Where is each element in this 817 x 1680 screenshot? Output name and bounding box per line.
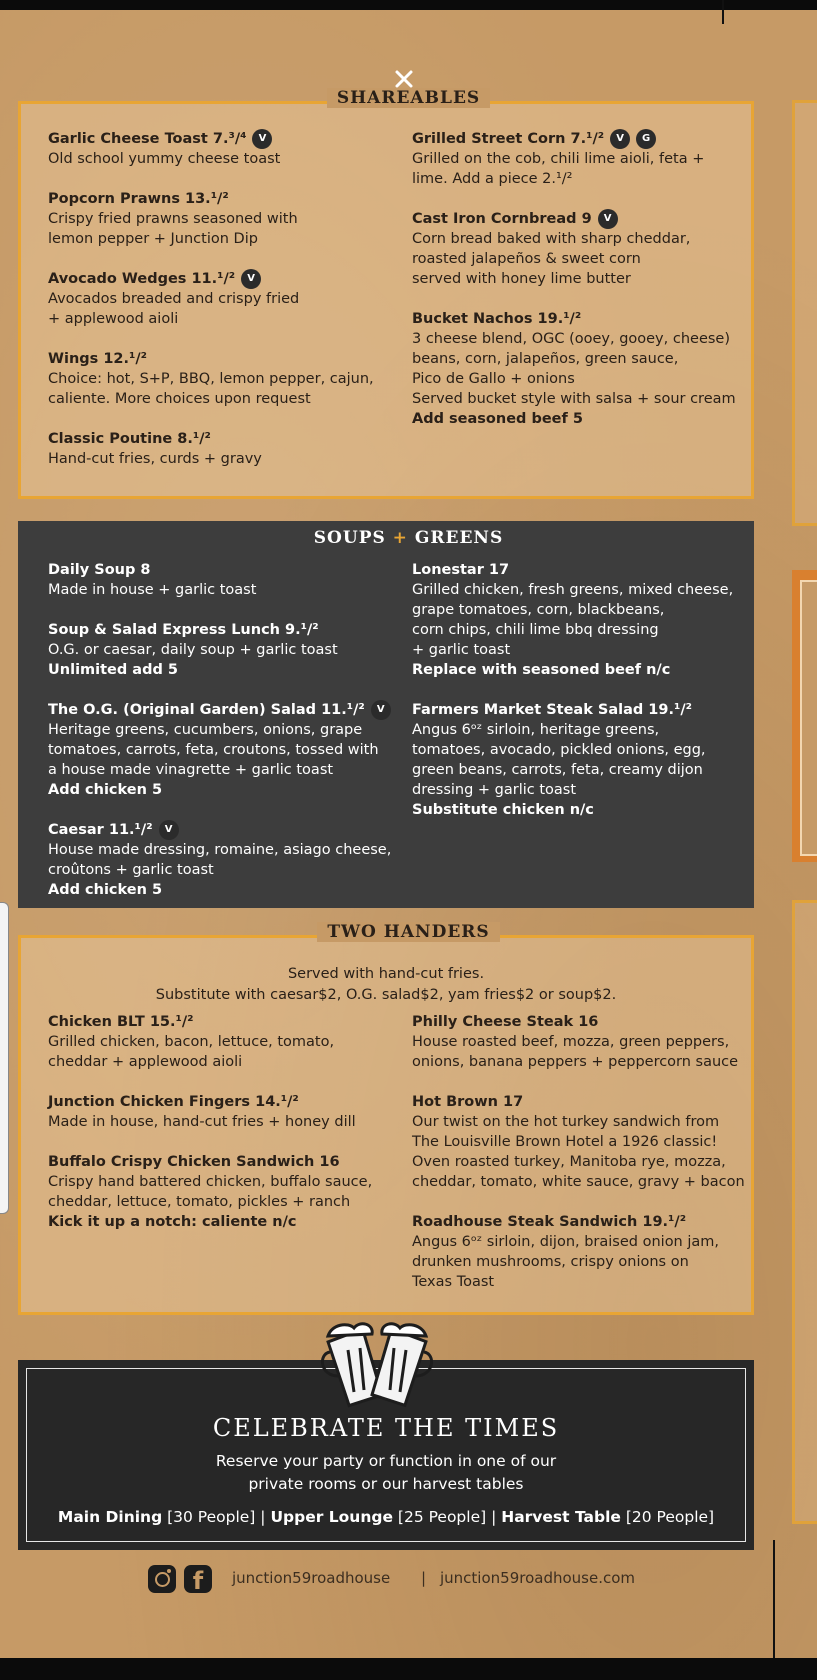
celebrate-text	[18, 1450, 754, 1496]
soups-title-plus: +	[392, 528, 408, 548]
vegetarian-badge: V	[371, 700, 391, 720]
menu-item-addon: Add chicken 5	[48, 882, 163, 898]
instagram-icon[interactable]	[148, 1565, 176, 1593]
handers-intro	[18, 964, 754, 1006]
menu-item-desc: served with honey lime butter	[412, 271, 631, 287]
menu-item	[48, 1012, 393, 1072]
menu-item-name	[48, 1012, 393, 1032]
menu-item-title: The O.G. (Original Garden) Salad 11.¹/²	[48, 702, 365, 718]
menu-item-name	[48, 429, 388, 449]
footer	[0, 1565, 817, 1595]
menu-item-title: Lonestar 17	[412, 562, 510, 578]
menu-item-desc: Old school yummy cheese toast	[48, 151, 281, 167]
menu-item-desc: Hand-cut fries, curds + gravy	[48, 451, 262, 467]
menu-item-title: Roadhouse Steak Sandwich 19.¹/²	[412, 1214, 687, 1230]
menu-item	[48, 269, 388, 329]
menu-item-desc: beans, corn, jalapeños, green sauce,	[412, 351, 679, 367]
menu-item-desc: Choice: hot, S+P, BBQ, lemon pepper, cajun,	[48, 371, 374, 387]
menu-item	[48, 1152, 393, 1232]
menu-item-desc: cheddar, lettuce, tomato, pickles + ranch	[48, 1194, 351, 1210]
menu-item-addon: Unlimited add 5	[48, 662, 178, 678]
soups-title	[0, 528, 817, 548]
menu-item-desc: roasted jalapeños & sweet corn	[412, 251, 641, 267]
menu-item-name	[412, 1092, 757, 1112]
menu-item-title: Junction Chicken Fingers 14.¹/²	[48, 1094, 299, 1110]
beer-mugs-icon	[318, 1318, 436, 1408]
menu-item-name	[412, 209, 752, 229]
menu-item-name	[412, 560, 757, 580]
menu-item-title: Popcorn Prawns 13.¹/²	[48, 191, 229, 207]
menu-item-name	[412, 700, 757, 720]
soups-title-a: SOUPS	[313, 528, 393, 548]
soups-title-b: GREENS	[407, 528, 504, 548]
menu-item-desc: + garlic toast	[412, 642, 511, 658]
menu-item	[412, 1212, 757, 1292]
shareables-title: SHAREABLES	[327, 88, 490, 108]
vegetarian-badge: V	[598, 209, 618, 229]
menu-item-desc: tomatoes, carrots, feta, croutons, tossed with	[48, 742, 379, 758]
celebrate-rooms	[18, 1508, 754, 1526]
menu-item	[412, 309, 752, 429]
menu-item-addon: Kick it up a notch: caliente n/c	[48, 1214, 297, 1230]
menu-item-name	[412, 309, 752, 329]
menu-item-desc: lemon pepper + Junction Dip	[48, 231, 258, 247]
menu-item-name	[48, 1092, 393, 1112]
menu-item-name	[48, 269, 388, 289]
menu-item-title: Classic Poutine 8.¹/²	[48, 431, 211, 447]
handers-title-row	[0, 922, 817, 942]
menu-item-desc: + applewood aioli	[48, 311, 179, 327]
menu-item-title: Farmers Market Steak Salad 19.¹/²	[412, 702, 692, 718]
menu-item-name	[48, 189, 388, 209]
menu-item-desc: O.G. or caesar, daily soup + garlic toast	[48, 642, 338, 658]
scroll-tab[interactable]	[0, 902, 9, 1214]
menu-item-title: Chicken BLT 15.¹/²	[48, 1014, 194, 1030]
menu-item-name	[48, 820, 393, 840]
menu-item-desc: Avocados breaded and crispy fried	[48, 291, 300, 307]
menu-item-name	[48, 349, 388, 369]
menu-item-desc: a house made vinagrette + garlic toast	[48, 762, 334, 778]
menu-item-name	[412, 1012, 757, 1032]
shareables-right-column	[412, 129, 752, 449]
celebrate-line-1: Reserve your party or function in one of our	[215, 1452, 557, 1470]
menu-item-desc: Oven roasted turkey, Manitoba rye, mozza,	[412, 1154, 726, 1170]
soups-left-column	[48, 560, 393, 920]
bottom-bar	[0, 1658, 817, 1680]
menu-item-desc: Pico de Gallo + onions	[412, 371, 575, 387]
menu-item-desc: tomatoes, avocado, pickled onions, egg,	[412, 742, 706, 758]
room-capacity: [20 People]	[620, 1508, 715, 1526]
menu-item-desc: Heritage greens, cucumbers, onions, grape	[48, 722, 363, 738]
room-separator: |	[486, 1508, 502, 1526]
fold-mark-top	[722, 0, 724, 24]
menu-item-desc: 3 cheese blend, OGC (ooey, gooey, cheese)	[412, 331, 730, 347]
vegetarian-badge: V	[610, 129, 630, 149]
menu-item	[412, 129, 752, 189]
menu-item-desc: Texas Toast	[412, 1274, 495, 1290]
menu-item-desc: drunken mushrooms, crispy onions on	[412, 1254, 689, 1270]
shareables-title-row	[0, 88, 817, 108]
vegetarian-badge: V	[241, 269, 261, 289]
menu-item-title: Buffalo Crispy Chicken Sandwich 16	[48, 1154, 340, 1170]
menu-item-addon: Substitute chicken n/c	[412, 802, 594, 818]
menu-item-title: Cast Iron Cornbread 9	[412, 211, 592, 227]
menu-item-title: Hot Brown 17	[412, 1094, 524, 1110]
shareables-left-column	[48, 129, 388, 489]
menu-item-title: Bucket Nachos 19.¹/²	[412, 311, 582, 327]
menu-item-desc: The Louisville Brown Hotel a 1926 classic!	[412, 1134, 718, 1150]
menu-item	[48, 820, 393, 900]
handers-left-column	[48, 1012, 393, 1252]
vegetarian-badge: V	[159, 820, 179, 840]
menu-item	[48, 189, 388, 249]
menu-item-name	[48, 620, 393, 640]
menu-item	[48, 1092, 393, 1132]
menu-item-name	[412, 129, 752, 149]
footer-separator: |	[421, 1569, 427, 1587]
menu-item	[412, 560, 757, 680]
celebrate-line-2: private rooms or our harvest tables	[248, 1475, 524, 1493]
menu-item	[48, 429, 388, 469]
top-bar	[0, 0, 817, 10]
menu-item-addon: Replace with seasoned beef n/c	[412, 662, 671, 678]
website-link[interactable]: junction59roadhouse.com	[440, 1569, 636, 1587]
menu-item-name	[412, 1212, 757, 1232]
menu-item-title: Wings 12.¹/²	[48, 351, 148, 367]
menu-item-desc: grape tomatoes, corn, blackbeans,	[412, 602, 665, 618]
menu-item-desc: House roasted beef, mozza, green peppers,	[412, 1034, 730, 1050]
fold-mark-bottom	[773, 1540, 775, 1658]
handers-right-column	[412, 1012, 757, 1312]
room-name: Upper Lounge	[270, 1508, 393, 1526]
menu-item-title: Garlic Cheese Toast 7.³/⁴	[48, 131, 247, 147]
menu-item-desc: Crispy hand battered chicken, buffalo sauce,	[48, 1174, 373, 1190]
menu-item-desc: green beans, carrots, feta, creamy dijon	[412, 762, 703, 778]
celebrate-title: CELEBRATE THE TIMES	[212, 1414, 560, 1442]
menu-item-desc: cheddar, tomato, white sauce, gravy + bacon	[412, 1174, 745, 1190]
handers-intro-line-2: Substitute with caesar$2, O.G. salad$2, yam fries$2 or soup$2.	[155, 987, 617, 1003]
menu-item-desc: Grilled chicken, bacon, lettuce, tomato,	[48, 1034, 335, 1050]
room-capacity: [30 People]	[162, 1508, 256, 1526]
menu-item	[412, 1012, 757, 1072]
menu-item-desc: lime. Add a piece 2.¹/²	[412, 171, 573, 187]
room-separator: |	[255, 1508, 271, 1526]
room-name: Main Dining	[57, 1508, 163, 1526]
menu-item-desc: Angus 6ᵒᶻ sirloin, dijon, braised onion jam,	[412, 1234, 720, 1250]
menu-item-desc: onions, banana peppers + peppercorn sauce	[412, 1054, 739, 1070]
social-handle[interactable]: junction59roadhouse	[232, 1569, 391, 1587]
menu-item	[412, 700, 757, 820]
menu-item-title: Avocado Wedges 11.¹/²	[48, 271, 236, 287]
menu-item-desc: croûtons + garlic toast	[48, 862, 214, 878]
next-page-panel-top	[792, 100, 817, 526]
menu-item-title: Philly Cheese Steak 16	[412, 1014, 599, 1030]
vegetarian-badge: V	[252, 129, 272, 149]
menu-item	[412, 209, 752, 289]
menu-item-name	[48, 700, 393, 720]
menu-item-desc: corn chips, chili lime bbq dressing	[412, 622, 659, 638]
menu-item-name	[48, 560, 393, 580]
menu-item-desc: Made in house + garlic toast	[48, 582, 257, 598]
handers-intro-line-1: Served with hand-cut fries.	[287, 966, 485, 982]
menu-item-title: Caesar 11.¹/²	[48, 822, 153, 838]
menu-item-title: Daily Soup 8	[48, 562, 151, 578]
menu-item-desc: Grilled chicken, fresh greens, mixed cheese,	[412, 582, 734, 598]
menu-item-title: Soup & Salad Express Lunch 9.¹/²	[48, 622, 319, 638]
menu-item-desc: Angus 6ᵒᶻ sirloin, heritage greens,	[412, 722, 660, 738]
room-capacity: [25 People]	[392, 1508, 487, 1526]
room-name: Harvest Table	[501, 1508, 621, 1526]
menu-item-name	[48, 129, 388, 149]
menu-item	[48, 129, 388, 169]
menu-item-name	[48, 1152, 393, 1172]
menu-item-title: Grilled Street Corn 7.¹/²	[412, 131, 605, 147]
menu-item-desc: Crispy fried prawns seasoned with	[48, 211, 298, 227]
menu-item-desc: dressing + garlic toast	[412, 782, 577, 798]
menu-item-desc: Our twist on the hot turkey sandwich from	[412, 1114, 720, 1130]
soups-right-column	[412, 560, 757, 840]
gluten-free-badge: G	[636, 129, 656, 149]
menu-item	[48, 620, 393, 680]
menu-item	[48, 700, 393, 800]
next-page-orange-inner	[800, 580, 817, 856]
next-page-panel-bottom	[792, 900, 817, 1524]
menu-item	[412, 1092, 757, 1192]
menu-item	[48, 560, 393, 600]
menu-item-desc: cheddar + applewood aioli	[48, 1054, 243, 1070]
menu-item-addon: Add chicken 5	[48, 782, 163, 798]
menu-item-desc: caliente. More choices upon request	[48, 391, 311, 407]
fork-knife-icon	[393, 68, 415, 90]
menu-item-desc: Corn bread baked with sharp cheddar,	[412, 231, 691, 247]
menu-item-desc: Grilled on the cob, chili lime aioli, feta +	[412, 151, 705, 167]
facebook-icon[interactable]: f	[184, 1565, 212, 1593]
handers-title: TWO HANDERS	[317, 922, 499, 942]
menu-item-addon: Add seasoned beef 5	[412, 411, 583, 427]
menu-item-desc: House made dressing, romaine, asiago cheese,	[48, 842, 392, 858]
menu-item-desc: Made in house, hand-cut fries + honey dill	[48, 1114, 356, 1130]
menu-item	[48, 349, 388, 409]
menu-item-desc: Served bucket style with salsa + sour cream	[412, 391, 736, 407]
